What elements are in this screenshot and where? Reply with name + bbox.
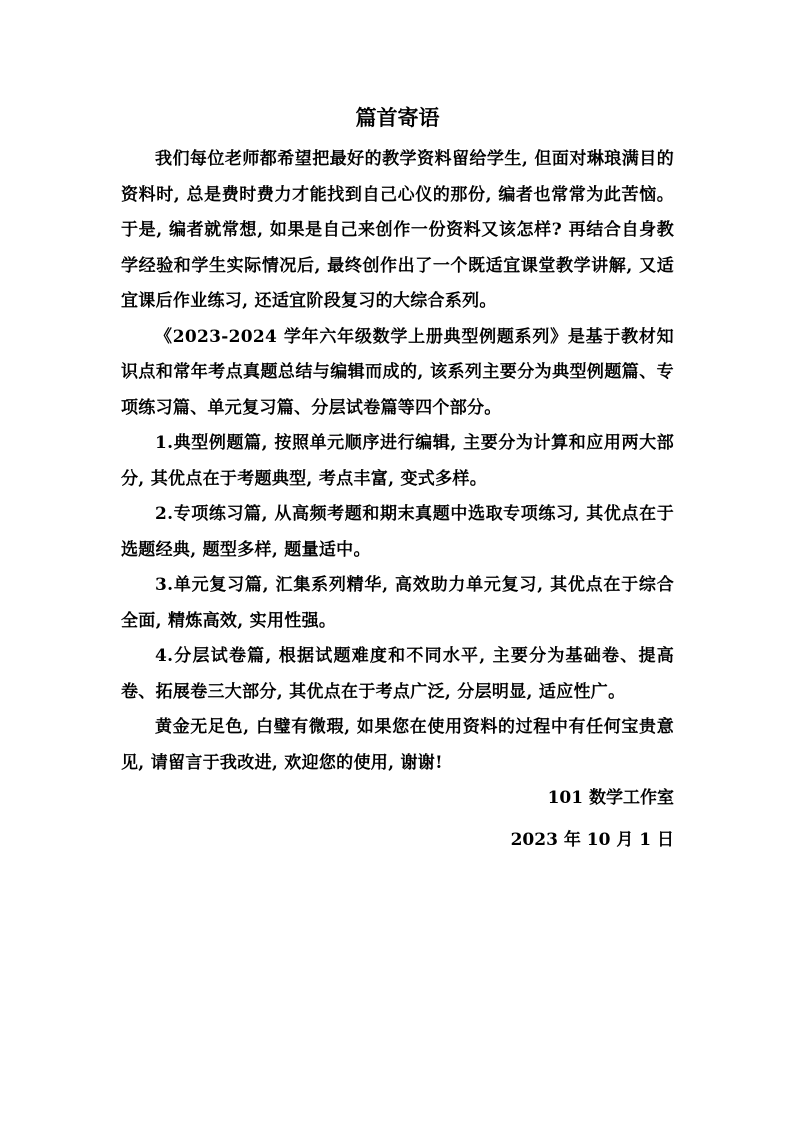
document-page (121, 102, 674, 858)
intro-paragraph: 我们每位老师都希望把最好的教学资料留给学生, 但面对琳琅满目的资料时, 总是费时费力才能找到自己心仪的那份, 编者也常常为此苦恼。于是, 编者就常想, 如果是自己来创作一份资料又该怎样? 再结合自身教学经验和学生实际情况后, 最终创作出了一个既适宜课堂教学讲解, 又适宜课后作业练习, 还适宜阶段复习的大综合系列。 (121, 149, 674, 311)
section-layered-tests: 4.分层试卷篇, 根据试题难度和不同水平, 主要分为基础卷、提高卷、拓展卷三大部分, 其优点在于考点广泛, 分层明显, 适应性广。 (121, 646, 674, 702)
signature: 101 数学工作室 (547, 788, 674, 808)
document-title: 篇首寄语 (355, 105, 440, 130)
section-special-practice: 2.专项练习篇, 从高频考题和期末真题中选取专项练习, 其优点在于选题经典, 题型多样, 题量适中。 (121, 504, 674, 560)
date: 2023 年 10 月 1 日 (510, 829, 674, 850)
section-typical-examples: 1.典型例题篇, 按照单元顺序进行编辑, 主要分为计算和应用两大部分, 其优点在于考题典型, 考点丰富, 变式多样。 (121, 433, 674, 489)
section-unit-review: 3.单元复习篇, 汇集系列精华, 高效助力单元复习, 其优点在于综合全面, 精炼高效, 实用性强。 (121, 575, 674, 631)
closing-paragraph: 黄金无足色, 白璧有微瑕, 如果您在使用资料的过程中有任何宝贵意见, 请留言于我改进, 欢迎您的使用, 谢谢! (121, 717, 674, 773)
series-description-paragraph: 《2023-2024 学年六年级数学上册典型例题系列》是基于教材知识点和常年考点真题总结与编辑而成的, 该系列主要分为典型例题篇、专项练习篇、单元复习篇、分层试卷篇等四个部分。 (121, 326, 674, 418)
